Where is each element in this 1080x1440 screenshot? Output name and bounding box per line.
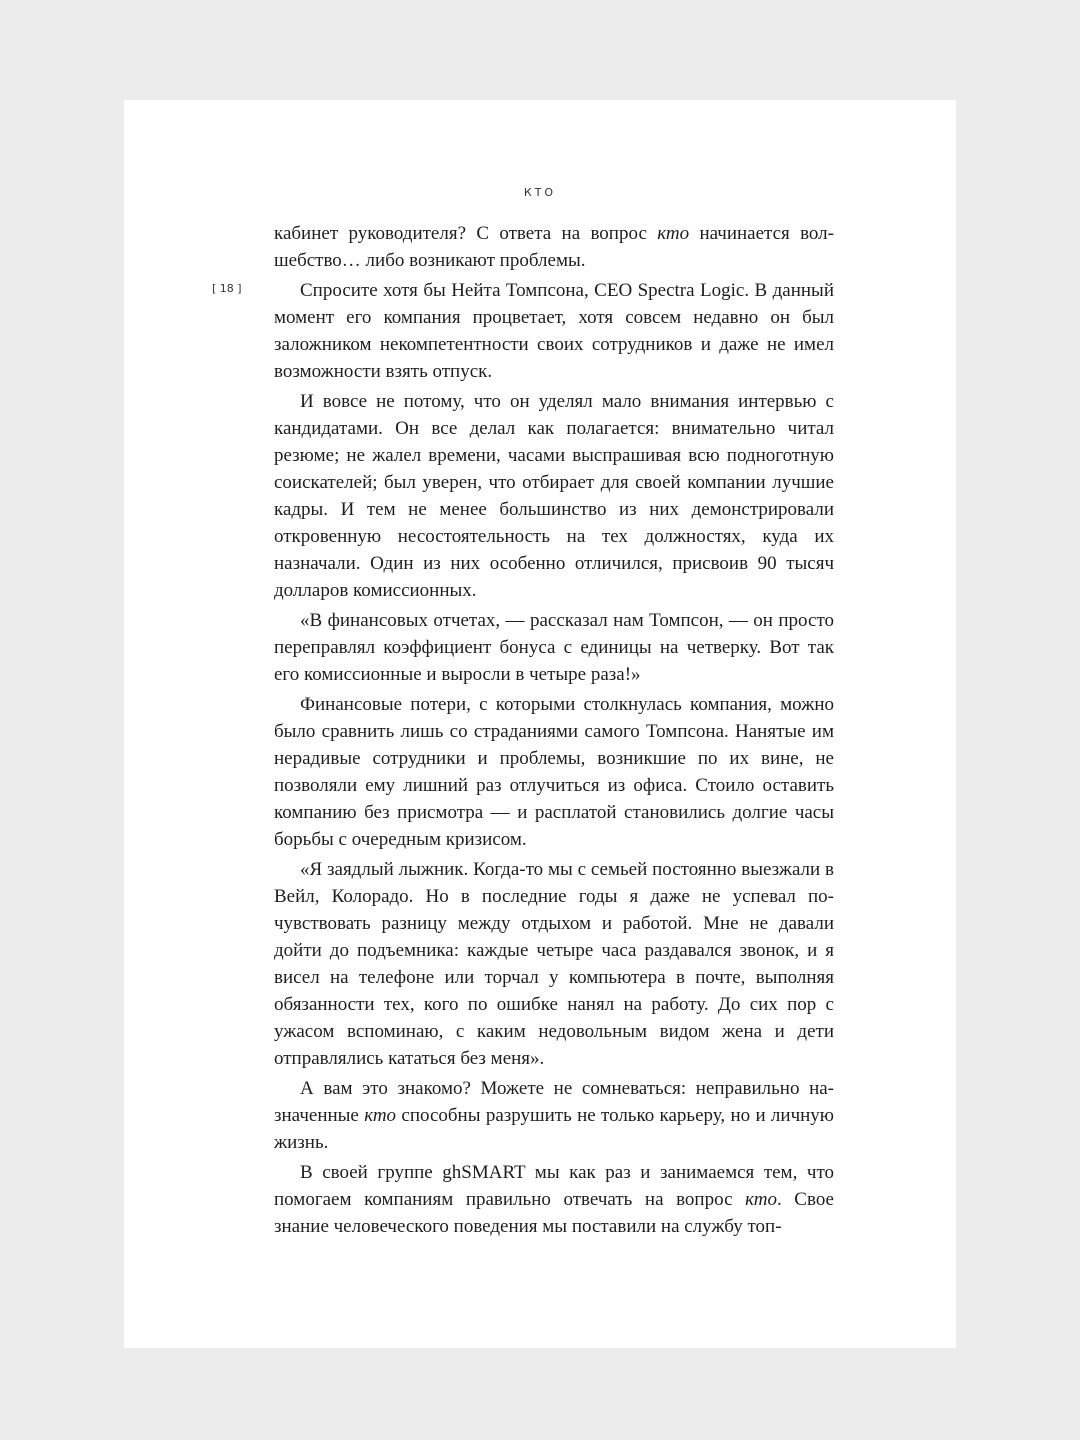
text-run: Спросите хотя бы Нейта Томпсона, CEO Spectra Logic. В данный момент его компания процветает, хотя совсем недавно он был заложником некомпетентности своих сотрудников и даже не имел возможности взять отпуск. [274, 280, 834, 382]
text-run: способны разрушить не только карьеру, но и личную жизнь. [274, 1105, 834, 1153]
paragraph [274, 691, 834, 853]
text-run: И вовсе не потому, что он уделял мало внимания интервью с кандидатами. Он все делал как полагается: внимательно читал резюме; не жалел времени, часами выспрашивая всю подноготную соискателей; был уверен, что отбирает для своей компании лучшие кадры. И тем не менее большинство из них демонстрировали откровенную несостоятельность на тех должностях, куда их назначали. Один из них особенно отличился, присвоив 90 тысяч долларов комиссионных. [274, 391, 834, 601]
text-run: В своей группе ghSMART мы как раз и занимаемся тем, что помогаем компаниям правильно отвечать на вопрос [274, 1162, 834, 1210]
paragraph [274, 1075, 834, 1156]
text-run: Финансовые потери, с которыми столкнулась компания, можно было сравнить лишь со страданиями самого Томпсона. Нанятые им нерадивые сотрудники и проблемы, возникшие по их вине, не позволяли ему лишний раз отлучиться из офиса. Стоило оставить компанию без присмотра — и расплатой становились долгие часы борьбы с очередным кризисом. [274, 694, 834, 850]
running-head: КТО [523, 186, 557, 199]
text-run: «Я заядлый лыжник. Когда-то мы с семьей постоянно выезжали в Вейл, Колорадо. Но в последние годы я даже не успевал почувствовать разницу между отдыхом и работой. Мне не давали дойти до подъемника: каждые четыре часа раздавался звонок, и я висел на телефоне или торчал у компьютера в почте, выполняя обязанности тех, кого по ошибке нанял на работу. До сих пор с ужасом вспоминаю, с каким недовольным видом жена и дети отправлялись кататься без меня». [274, 859, 834, 1069]
paragraph [274, 277, 834, 385]
paragraph [274, 1159, 834, 1240]
body-text [274, 220, 834, 1240]
text-run: «В финансовых отчетах, — рассказал нам Томпсон, — он просто переправлял коэффициент бонуса с единицы на четверку. Вот так его комиссионные и выросли в четыре раза!» [274, 610, 834, 685]
book-page [124, 100, 956, 1348]
page-number: [ 18 ] [212, 282, 242, 295]
italic-term: кто [657, 223, 690, 244]
text-run: А вам это знакомо? Можете не сомневаться: неправильно назначенные [274, 1078, 834, 1126]
paragraph [274, 856, 834, 1072]
text-run: начинается волшебство… либо возникают проблемы. [274, 223, 834, 271]
italic-term: кто [745, 1189, 777, 1210]
paragraph [274, 607, 834, 688]
text-run: . Свое знание человеческого поведения мы поставили на службу топ- [274, 1189, 834, 1237]
text-run: кабинет руководителя? С ответа на вопрос [274, 223, 658, 244]
paragraph [274, 388, 834, 604]
paragraph [274, 220, 834, 274]
italic-term: кто [364, 1105, 397, 1126]
